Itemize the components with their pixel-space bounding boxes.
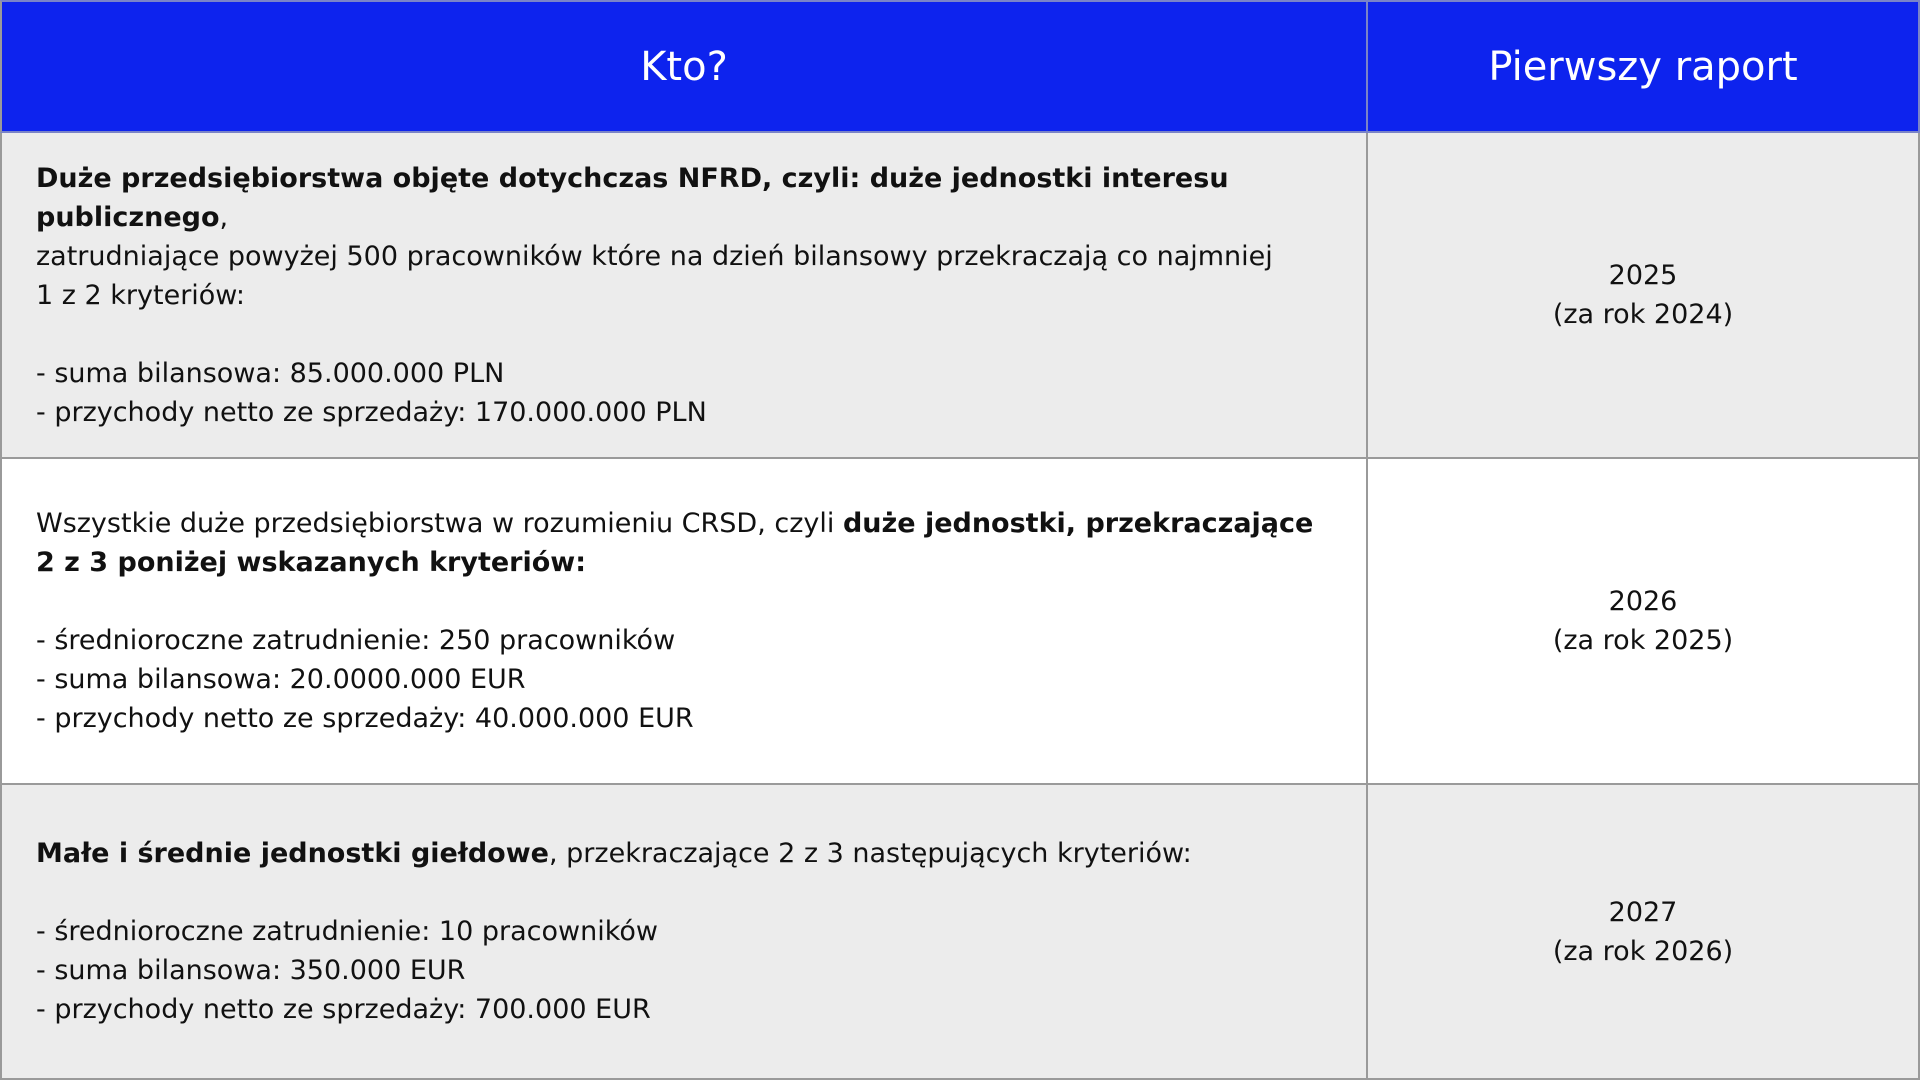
row-2-intro-plain: Wszystkie duże przedsiębiorstwa w rozumieniu CRSD, czyli: [36, 508, 843, 539]
row-3-year: 2027: [1608, 896, 1678, 928]
row-1-intro: [36, 159, 1332, 237]
row-2-description: [0, 459, 1368, 785]
row-1-year-note: (za rok 2024): [1552, 299, 1734, 330]
row-3-intro-bold: Małe i średnie jednostki giełdowe: [36, 838, 549, 869]
row-2-intro-line2-bold: 2 z 3 poniżej wskazanych kryteriów:: [36, 547, 587, 578]
row-3-intro: [36, 834, 1332, 873]
row-1-criterion-1: - suma bilansowa: 85.000.000 PLN: [36, 357, 505, 389]
row-3-criterion-2: - suma bilansowa: 350.000 EUR: [36, 955, 466, 986]
row-1-year: 2025: [1608, 260, 1678, 291]
header-first-report: [1368, 0, 1920, 133]
row-2-intro-bold: duże jednostki, przekraczające: [842, 508, 1314, 539]
row-1-intro-line2: zatrudniające powyżej 500 pracowników które na dzień bilansowy przekraczają co najmniej: [36, 240, 1273, 272]
row-1-criterion-2: - przychody netto ze sprzedaży: 170.000.000 PLN: [36, 396, 707, 428]
row-1-intro-rest: ,: [219, 201, 229, 233]
row-1-description: [0, 133, 1368, 459]
row-2-year-note: (za rok 2025): [1552, 625, 1734, 656]
header-who: [0, 0, 1368, 133]
row-2-criterion-1: - średnioroczne zatrudnienie: 250 pracowników: [36, 625, 676, 656]
row-3-first-report: [1368, 785, 1920, 1080]
row-2-year: 2026: [1608, 586, 1678, 617]
row-2-criterion-2: - suma bilansowa: 20.0000.000 EUR: [36, 664, 526, 695]
row-3-criterion-3: - przychody netto ze sprzedaży: 700.000 EUR: [36, 994, 651, 1025]
row-1-intro-line3: 1 z 2 kryteriów:: [36, 279, 246, 311]
row-2-intro: [36, 504, 1332, 543]
row-3-intro-rest: , przekraczające 2 z 3 następujących kryteriów:: [549, 838, 1192, 869]
header-first-report-label: Pierwszy raport: [1488, 43, 1798, 90]
row-3-year-note: (za rok 2026): [1552, 935, 1734, 967]
row-1-intro-bold: Duże przedsiębiorstwa objęte dotychczas NFRD, czyli: duże jednostki interesu publicznego: [36, 162, 1229, 233]
header-who-label: Kto?: [640, 43, 728, 90]
row-3-description: [0, 785, 1368, 1080]
row-3-criterion-1: - średnioroczne zatrudnienie: 10 pracowników: [36, 916, 658, 947]
row-2-criterion-3: - przychody netto ze sprzedaży: 40.000.000 EUR: [36, 703, 694, 734]
row-1-first-report: [1368, 133, 1920, 459]
row-2-first-report: [1368, 459, 1920, 785]
row-2-intro-line2: [36, 543, 1332, 582]
